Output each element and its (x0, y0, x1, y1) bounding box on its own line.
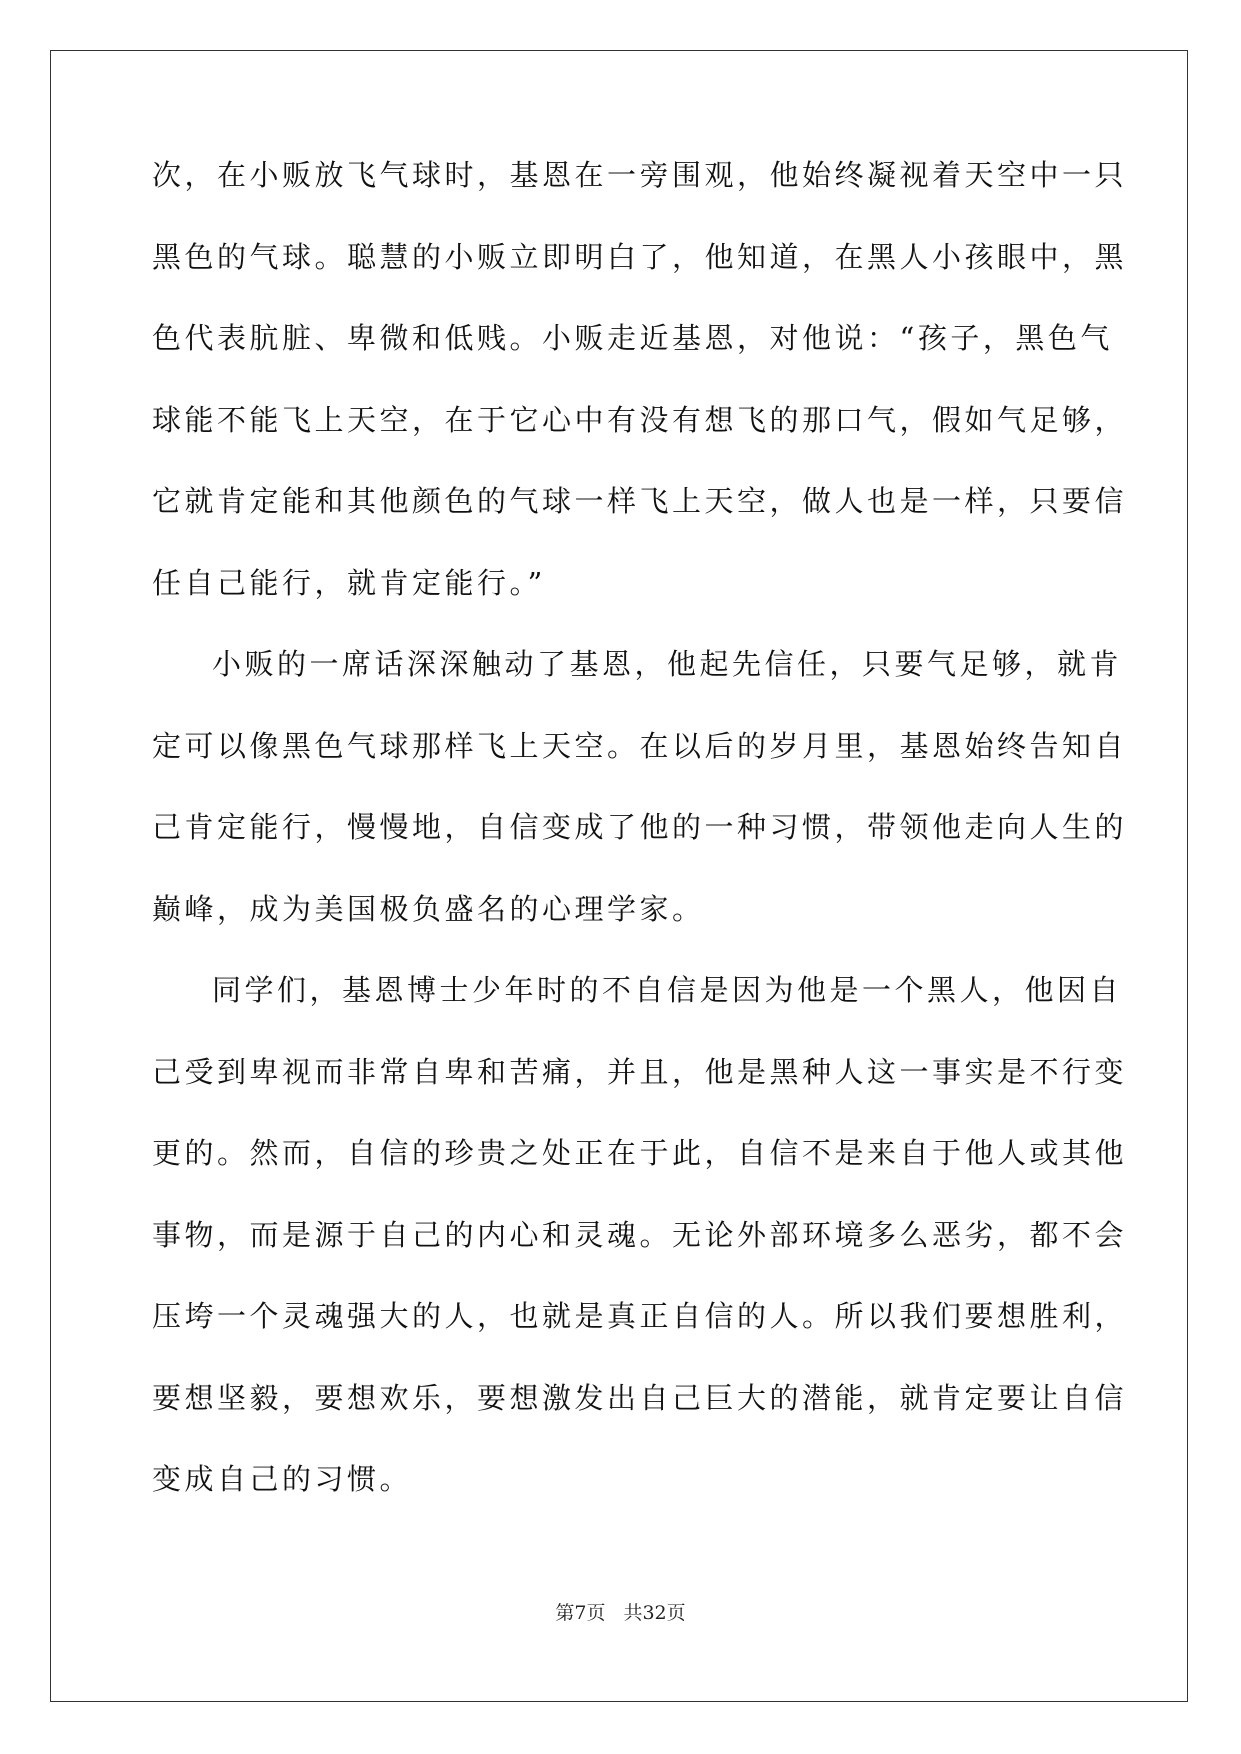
page-total: 共32页 (623, 1602, 686, 1624)
text-line: 次，在小贩放飞气球时，基恩在一旁围观，他始终凝视着天空中一只 (152, 158, 1128, 192)
paragraph-first-line: 小贩的一席话深深触动了基恩，他起先信任，只要气足够，就肯 (212, 647, 1123, 681)
text-line: 球能不能飞上天空，在于它心中有没有想飞的那口气，假如气足够， (152, 402, 1128, 437)
text-line: 压垮一个灵魂强大的人，也就是真正自信的人。所以我们要想胜利， (152, 1299, 1128, 1333)
text-line: 要想坚毅，要想欢乐，要想激发出自己巨大的潜能，就肯定要让自信 (152, 1380, 1128, 1415)
text-line: 己肯定能行，慢慢地，自信变成了他的一种习惯，带领他走向人生的 (152, 810, 1128, 844)
page-number: 第7页 (555, 1602, 606, 1624)
paragraph-first-line: 同学们，基恩博士少年时的不自信是因为他是一个黑人，他因自 (212, 973, 1123, 1007)
text-line: 变成自己的习惯。 (152, 1462, 413, 1496)
text-line: 黑色的气球。聪慧的小贩立即明白了，他知道，在黑人小孩眼中，黑 (152, 239, 1128, 274)
document-body (152, 158, 1128, 1546)
text-line: 己受到卑视而非常自卑和苦痛，并且，他是黑种人这一事实是不行变 (152, 1054, 1128, 1089)
text-line: 事物，而是源于自己的内心和灵魂。无论外部环境多么恶劣，都不会 (152, 1217, 1128, 1252)
page-footer (0, 1598, 1241, 1625)
text-line: 色代表肮脏、卑微和低贱。小贩走近基恩，对他说：“孩子，黑色气 (152, 321, 1113, 355)
text-line: 它就肯定能和其他颜色的气球一样飞上天空，做人也是一样，只要信 (152, 484, 1128, 518)
text-line: 更的。然而，自信的珍贵之处正在于此，自信不是来自于他人或其他 (152, 1136, 1128, 1170)
text-line: 定可以像黑色气球那样飞上天空。在以后的岁月里，基恩始终告知自 (152, 728, 1128, 763)
text-line: 巅峰，成为美国极负盛名的心理学家。 (152, 891, 705, 926)
text-line: 任自己能行，就肯定能行。” (152, 565, 546, 600)
